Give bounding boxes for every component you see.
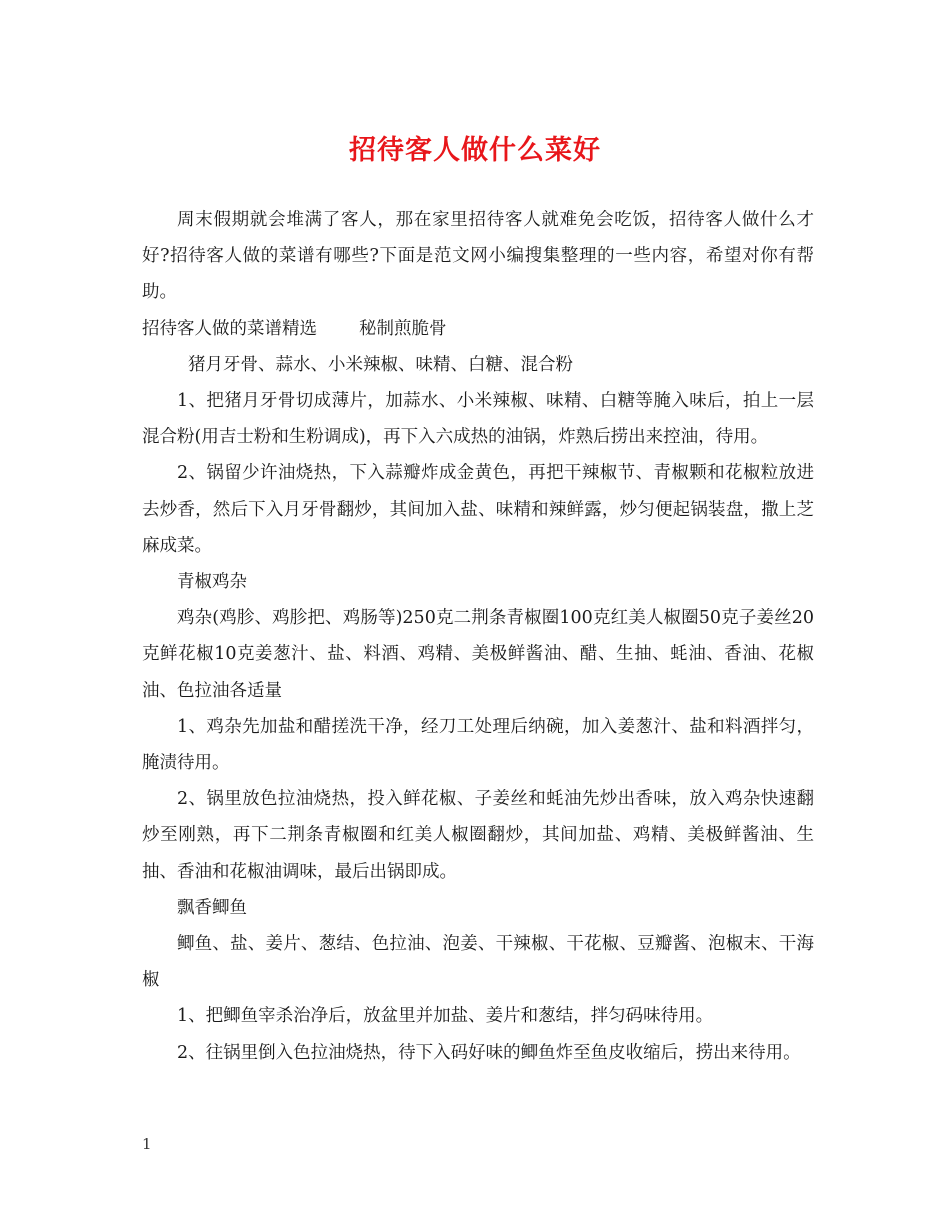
section-heading-line (142, 311, 814, 347)
dish3-name: 飘香鲫鱼 (177, 897, 247, 918)
page-title: 招待客人做什么菜好 (349, 135, 601, 166)
document-body (142, 202, 814, 1071)
section-heading: 招待客人做的菜谱精选 (142, 318, 317, 339)
intro-paragraph: 周末假期就会堆满了客人，那在家里招待客人就难免会吃饭，招待客人做什么才好?招待客人做的菜谱有哪些?下面是范文网小编搜集整理的一些内容，希望对你有帮助。 (142, 210, 814, 303)
dish2-step1: 1、鸡杂先加盐和醋搓洗干净，经刀工处理后纳碗，加入姜葱汁、盐和料酒拌匀，腌渍待用。 (142, 716, 814, 774)
dish2-ingredients: 鸡杂(鸡胗、鸡胗把、鸡肠等)250克二荆条青椒圈100克红美人椒圈50克子姜丝20克鲜花椒10克姜葱汁、盐、料酒、鸡精、美极鲜酱油、醋、生抽、蚝油、香油、花椒油、色拉油各适量 (142, 608, 814, 701)
dish1-name: 秘制煎脆骨 (359, 318, 447, 339)
dish2-name: 青椒鸡杂 (177, 572, 247, 593)
dish3-step2: 2、往锅里倒入色拉油烧热，待下入码好味的鲫鱼炸至鱼皮收缩后，捞出来待用。 (177, 1042, 801, 1063)
dish3-ingredients: 鲫鱼、盐、姜片、葱结、色拉油、泡姜、干辣椒、干花椒、豆瓣酱、泡椒末、干海椒 (142, 934, 814, 991)
dish1-step2: 2、锅留少许油烧热，下入蒜瓣炸成金黄色，再把干辣椒节、青椒颗和花椒粒放进去炒香，然后下入月牙骨翻炒，其间加入盐、味精和辣鲜露，炒匀便起锅装盘，撒上芝麻成菜。 (142, 463, 814, 556)
dish1-step1: 1、把猪月牙骨切成薄片，加蒜水、小米辣椒、味精、白糖等腌入味后，拍上一层混合粉(用吉士粉和生粉调成)，再下入六成热的油锅，炸熟后捞出来控油，待用。 (142, 391, 814, 448)
page-number: 1 (142, 1135, 152, 1153)
dish3-step1: 1、把鲫鱼宰杀治净后，放盆里并加盐、姜片和葱结，拌匀码味待用。 (177, 1006, 714, 1027)
dish1-ingredients: 猪月牙骨、蒜水、小米辣椒、味精、白糖、混合粉 (188, 354, 573, 375)
dish2-step2: 2、锅里放色拉油烧热，投入鲜花椒、子姜丝和蚝油先炒出香味，放入鸡杂快速翻炒至刚熟，再下二荆条青椒圈和红美人椒圈翻炒，其间加盐、鸡精、美极鲜酱油、生抽、香油和花椒油调味，最后出锅即成。 (142, 789, 814, 882)
